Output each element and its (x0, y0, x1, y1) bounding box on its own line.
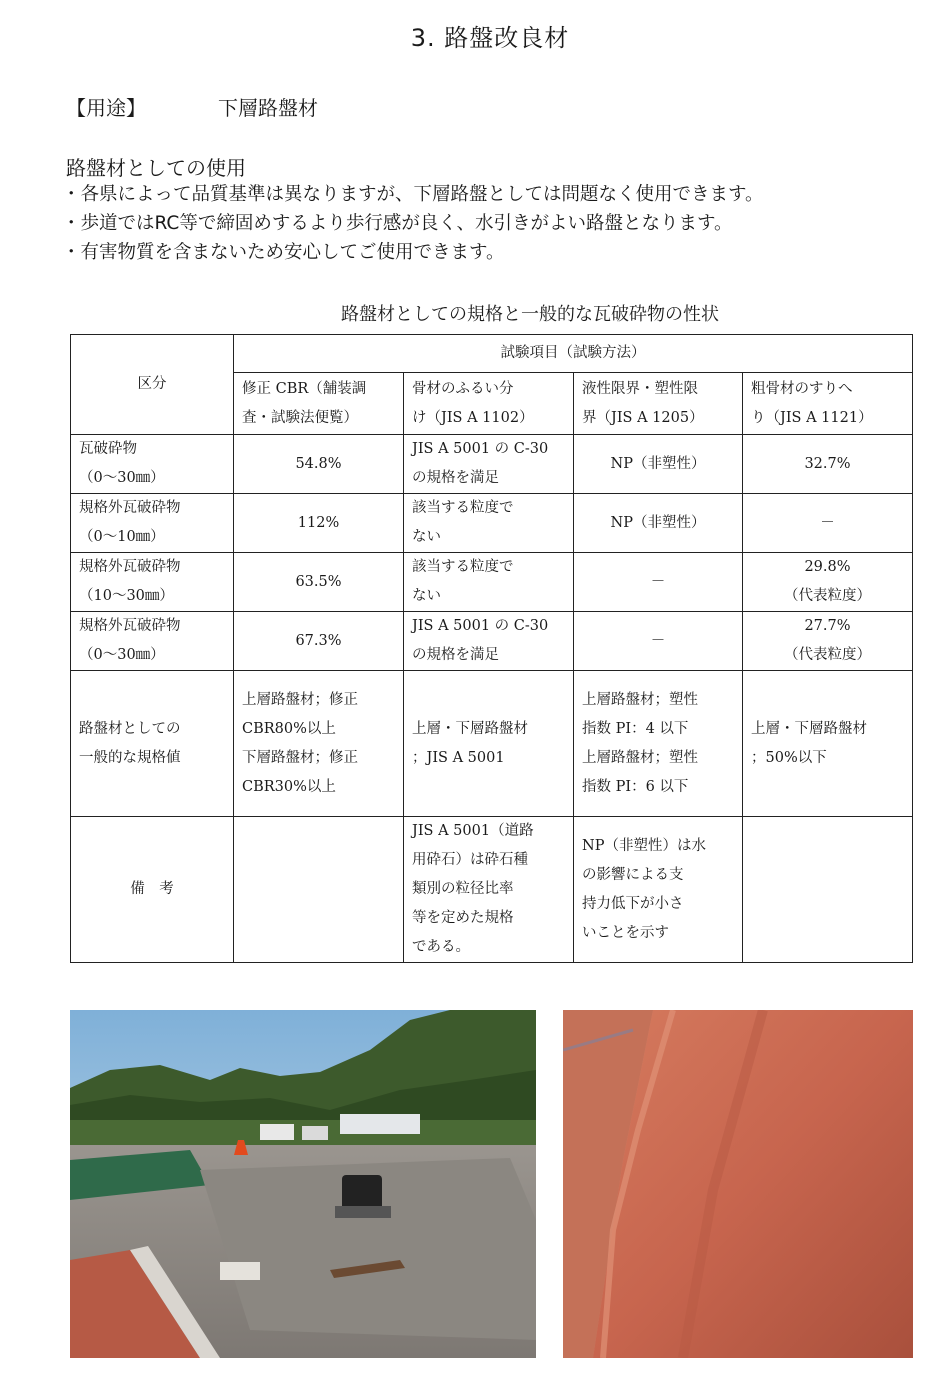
cbr-standard: 上層路盤材；修正 CBR80%以上 下層路盤材；修正 CBR30%以上 (234, 671, 404, 817)
table-header-row (71, 335, 913, 373)
usage-label: 【用途】 (66, 96, 146, 120)
liquid-limit-value: NP（非塑性） (574, 435, 743, 494)
row-label: 規格外瓦破砕物 （0～10㎜） (71, 494, 234, 553)
section-heading: 路盤材としての使用 (66, 156, 246, 180)
liquid-limit-value: － (574, 553, 743, 612)
cbr-value: 54.8% (234, 435, 404, 494)
bullet-item: ・有害物質を含まないため安心してご使用できます。 (62, 242, 505, 263)
construction-site-photo (70, 1010, 536, 1358)
sieve-value: 該当する粒度で ない (404, 553, 574, 612)
liquid-limit-value: NP（非塑性） (574, 494, 743, 553)
cbr-remark (234, 817, 404, 963)
header-liquid-limit: 液性限界・塑性限 界（JIS A 1205） (574, 373, 743, 435)
table-row (71, 553, 913, 612)
abrasion-value: － (743, 494, 913, 553)
table-row (71, 435, 913, 494)
table-row (71, 612, 913, 671)
crushed-tile-pile-photo (563, 1010, 913, 1358)
page-title: 3. 路盤改良材 (410, 24, 570, 52)
header-test-items: 試験項目（試験方法） (234, 335, 913, 373)
sieve-remark: JIS A 5001（道路 用砕石）は砕石種 類別の粒径比率 等を定めた規格 である。 (404, 817, 574, 963)
liquid-limit-standard: 上層路盤材；塑性 指数 PI：4 以下 上層路盤材；塑性 指数 PI：6 以下 (574, 671, 743, 817)
standard-row (71, 671, 913, 817)
abrasion-value: 27.7% （代表粒度） (743, 612, 913, 671)
abrasion-standard: 上層・下層路盤材 ；50%以下 (743, 671, 913, 817)
cbr-value: 67.3% (234, 612, 404, 671)
sieve-value: JIS A 5001 の C-30 の規格を満足 (404, 435, 574, 494)
liquid-limit-value: － (574, 612, 743, 671)
abrasion-value: 29.8% （代表粒度） (743, 553, 913, 612)
sieve-value: JIS A 5001 の C-30 の規格を満足 (404, 612, 574, 671)
table-caption: 路盤材としての規格と一般的な瓦破砕物の性状 (341, 304, 719, 325)
row-label: 瓦破砕物 （0～30㎜） (71, 435, 234, 494)
header-sieve: 骨材のふるい分 け（JIS A 1102） (404, 373, 574, 435)
header-category: 区分 (71, 335, 234, 435)
remarks-row (71, 817, 913, 963)
spec-table (70, 334, 913, 963)
bullet-list (62, 180, 764, 267)
abrasion-remark (743, 817, 913, 963)
bullet-item: ・歩道ではRC等で締固めするより歩行感が良く、水引きがよい路盤となります。 (62, 213, 733, 234)
sieve-standard: 上層・下層路盤材 ；JIS A 5001 (404, 671, 574, 817)
liquid-limit-remark: NP（非塑性）は水 の影響による支 持力低下が小さ いことを示す (574, 817, 743, 963)
header-abrasion: 粗骨材のすりへ り（JIS A 1121） (743, 373, 913, 435)
header-cbr: 修正 CBR（舗装調 査・試験法便覧） (234, 373, 404, 435)
sieve-value: 該当する粒度で ない (404, 494, 574, 553)
row-label: 路盤材としての 一般的な規格値 (71, 671, 234, 817)
row-label: 規格外瓦破砕物 （10～30㎜） (71, 553, 234, 612)
remarks-label: 備 考 (71, 817, 234, 963)
bullet-item: ・各県によって品質基準は異なりますが、下層路盤としては問題なく使用できます。 (62, 184, 764, 205)
abrasion-value: 32.7% (743, 435, 913, 494)
cbr-value: 112% (234, 494, 404, 553)
row-label: 規格外瓦破砕物 （0～30㎜） (71, 612, 234, 671)
table-row (71, 494, 913, 553)
usage-value: 下層路盤材 (218, 96, 318, 120)
usage-line (66, 92, 318, 121)
cbr-value: 63.5% (234, 553, 404, 612)
